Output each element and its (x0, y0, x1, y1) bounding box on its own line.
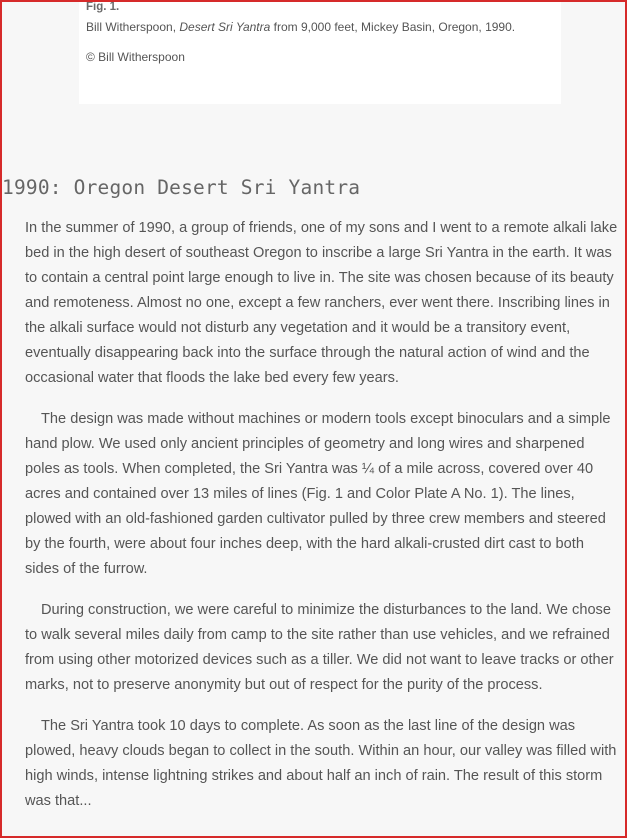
figure-caption (86, 19, 515, 35)
figure-label: Fig. 1. (86, 1, 120, 13)
figure-caption-suffix: from 9,000 feet, Mickey Basin, Oregon, 1990. (270, 20, 516, 34)
paragraph-3: During construction, we were careful to minimize the disturbances to the land. We chose to walk several miles daily from camp to the site rather than use vehicles, and we refrained from using other motorized devices such as a tiller. We did not want to leave tracks or other marks, not to preserve anonymity but out of respect for the purity of the process. (25, 602, 614, 693)
figure-caption-title: Desert Sri Yantra (179, 20, 271, 34)
paragraph-4: The Sri Yantra took 10 days to complete. As soon as the last line of the design was plowed, heavy clouds began to collect in the south. Within an hour, our valley was filled with high winds, intense lightning strikes and about half an inch of rain. The result of this storm was that... (25, 718, 617, 809)
section-heading: 1990: Oregon Desert Sri Yantra (2, 176, 361, 199)
figure-credit: © Bill Witherspoon (86, 50, 185, 64)
paragraph-1: In the summer of 1990, a group of friends, one of my sons and I went to a remote alkali lake bed in the high desert of southeast Oregon to inscribe a large Sri Yantra in the earth. It was to contain a central point large enough to live in. The site was chosen because of its beauty and remoteness. Almost no one, except a few ranchers, ever went there. Inscribing lines in the alkali surface would not disturb any vegetation and it would be a transitory event, eventually disappearing back into the surface through the natural action of wind and the occasional water that floods the lake bed every few years. (25, 220, 618, 386)
article-body (25, 216, 621, 830)
figure-caption-card (79, 0, 561, 104)
figure-caption-prefix: Bill Witherspoon, (86, 20, 180, 34)
paragraph-2: The design was made without machines or modern tools except binoculars and a simple hand plow. We used only ancient principles of geometry and long wires and sharpened poles as tools. When completed, the Sri Yantra was ¼ of a mile across, covered over 40 acres and contained over 13 miles of lines (Fig. 1 and Color Plate A No. 1). The lines, plowed with an old-fashioned garden cultivator pulled by three crew members and steered by the fourth, were about four inches deep, with the hard alkali-crusted dirt cast to both sides of the furrow. (25, 411, 611, 577)
